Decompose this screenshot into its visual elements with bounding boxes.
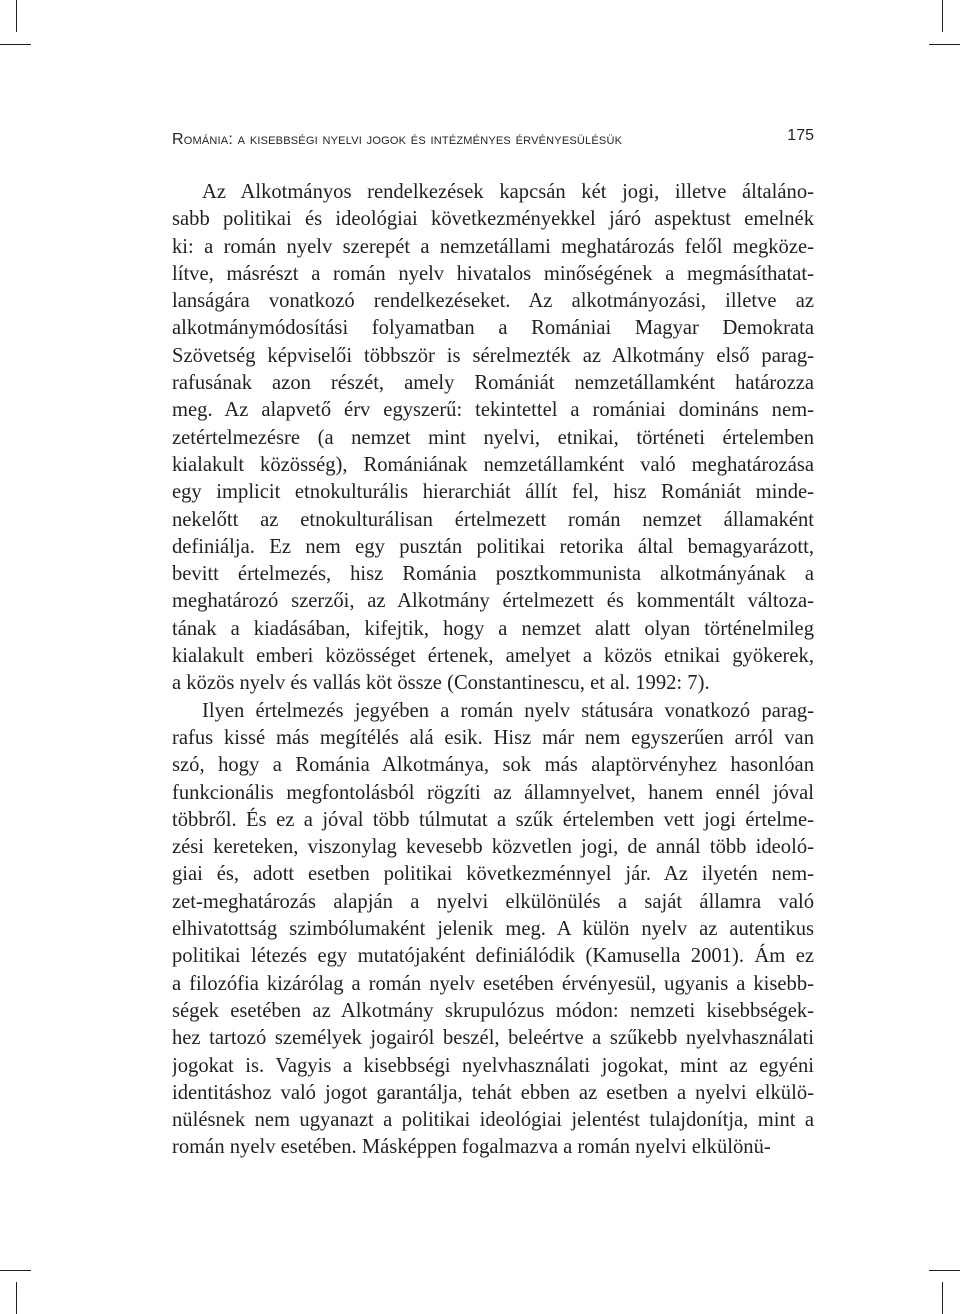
body-text	[172, 179, 814, 1162]
text-line: hez tartozó személyek jogairól beszél, beleértve a szűkebb nyelvhasználati	[172, 1027, 814, 1050]
crop-mark-top-left	[16, 0, 17, 32]
text-line: lítve, másrészt a román nyelv hivatalos minőségének a megmásíthatat-	[172, 262, 814, 285]
text-line: a filozófia kizárólag a román nyelv esetében érvényesül, ugyanis a kisebb-	[172, 972, 814, 995]
text-line: giai és, adott esetben politikai következménnyel jár. Az ilyetén nem-	[172, 863, 814, 886]
text-line: szó, hogy a Románia Alkotmánya, sok más alaptörvényhez hasonlóan	[172, 754, 814, 777]
page-number: 175	[787, 127, 814, 144]
crop-mark-bottom-left	[16, 1282, 17, 1314]
text-line: nülésnek nem ugyanazt a politikai ideológiai jelentést tulajdonítja, mint a	[172, 1109, 814, 1132]
crop-mark-bottom-right	[942, 1282, 943, 1314]
crop-mark-right-top	[929, 44, 960, 45]
text-line: többről. És ez a jóval több túlmutat a szűk értelemben vett jogi értelme-	[172, 808, 814, 831]
text-line: bevitt értelmezés, hisz Románia posztkommunista alkotmányának a	[172, 563, 814, 586]
text-line: ségek esetében az Alkotmány skrupulózus módon: nemzeti kisebbségek-	[172, 999, 814, 1022]
text-line: a közös nyelv és vallás köt össze (Constantinescu, et al. 1992: 7).	[172, 672, 710, 695]
text-line: politikai létezés egy mutatójaként definiálódik (Kamusella 2001). Ám ez	[172, 945, 814, 968]
paragraph	[172, 698, 814, 1162]
text-line: funkcionális megfontolásból rögzíti az államnyelvet, hanem ennél jóval	[172, 781, 814, 804]
text-line: kialakult emberi közösséget értenek, amelyet a közös etnikai gyökerek,	[172, 645, 814, 668]
text-line: zet-meghatározás alapján a nyelvi elkülönülés a saját államra való	[172, 890, 814, 913]
text-line: kialakult közösség), Romániának nemzetállamként való meghatározása	[172, 453, 814, 476]
text-line: rafusának azon részét, amely Romániát nemzetállamként határozza	[172, 372, 814, 395]
text-line: zetértelmezésre (a nemzet mint nyelvi, etnikai, történeti értelemben	[172, 426, 814, 449]
text-line: ki: a román nyelv szerepét a nemzetállami meghatározás felől megköze-	[172, 235, 814, 258]
text-line: alkotmánymódosítási folyamatban a Romániai Magyar Demokrata	[172, 317, 814, 340]
text-line: nekelőtt az etnokulturálisan értelmezett román nemzet államaként	[172, 508, 814, 531]
crop-mark-left-top	[0, 44, 31, 45]
text-line: egy implicit etnokulturális hierarchiát állít fel, hisz Romániát minde-	[172, 481, 814, 504]
text-line: jogokat is. Vagyis a kisebbségi nyelvhasználati jogokat, mint az egyéni	[172, 1054, 814, 1077]
text-line: tának a kiadásában, kifejtik, hogy a nemzet alatt olyan történelmileg	[172, 617, 814, 640]
text-line: definiálja. Ez nem egy pusztán politikai retorika által bemagyarázott,	[172, 535, 814, 558]
text-line: meghatározó szerzői, az Alkotmány értelmezett és kommentált változa-	[172, 590, 814, 613]
text-line: meg. Az alapvető érv egyszerű: tekintettel a romániai domináns nem-	[172, 399, 814, 422]
crop-mark-left-bottom	[0, 1270, 31, 1271]
text-line: sabb politikai és ideológiai következményekkel járó aspektust emelnék	[172, 208, 814, 231]
text-line: Szövetség képviselői többször is sérelmezték az Alkotmány első parag-	[172, 344, 814, 367]
text-line: román nyelv esetében. Másképpen fogalmazva a román nyelvi elkülönü-	[172, 1136, 771, 1159]
running-head: Románia: a kisebbségi nyelvi jogok és intézményes érvényesülésük	[172, 131, 623, 148]
text-line: lanságára vonatkozó rendelkezéseket. Az alkotmányozási, illetve az	[172, 290, 814, 313]
text-line: Ilyen értelmezés jegyében a román nyelv státusára vonatkozó parag-	[202, 699, 814, 722]
paragraph	[172, 179, 814, 698]
text-line: elhivatottság szimbólumaként jelenik meg. A külön nyelv az autentikus	[172, 918, 814, 941]
text-line: Az Alkotmányos rendelkezések kapcsán két jogi, illetve általáno-	[202, 181, 814, 203]
text-line: rafus kissé más megítélés alá esik. Hisz már nem egyszerűen arról van	[172, 726, 814, 749]
text-line: identitáshoz való jogot garantálja, tehát ebben az esetben a nyelvi elkülö-	[172, 1081, 814, 1104]
page-header	[172, 124, 814, 154]
crop-mark-top-right	[942, 0, 943, 32]
text-line: zési kereteken, viszonylag kevesebb közvetlen jogi, de annál több ideoló-	[172, 836, 814, 859]
crop-mark-right-bottom	[929, 1270, 960, 1271]
